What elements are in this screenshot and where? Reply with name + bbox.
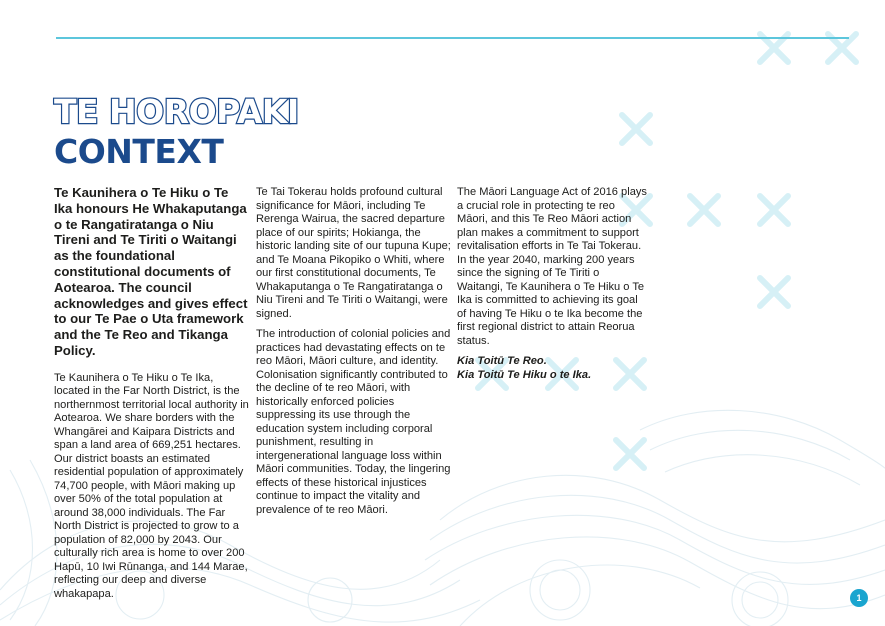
column-2 xyxy=(256,186,452,517)
colonial-policies-paragraph: The introduction of colonial policies and practices had devastating effects on te reo Māori, Māori culture, and identity. Colonisation significantly contributed to the decline of te reo Māori, with historically enforced policies suppressing its use through the education system including corporal punishment, resulting in intergenerational language loss within Māori communities. Today, the lingering effects of these historical injustices continue to impact the vitality and prevalence of te reo Māori. xyxy=(256,328,451,516)
language-act-paragraph: The Māori Language Act of 2016 plays a crucial role in protecting te reo Māori, and this Te Reo Māori action plan makes a commitment to support revitalisation efforts in Te Tai Tokerau. In the year 2040, marking 200 years since the signing of Te Tiriti o Waitangi, Te Kaunihera o Te Hiku o Te Ika is committed to achieving its goal of having Te Hiku o te Ika become the first regional district to attain Reorua status. xyxy=(457,186,647,347)
district-paragraph: Te Kaunihera o Te Hiku o Te Ika, located in the Far North District, is the northernmost territorial local authority in Aotearoa. We share borders with the Whangārei and Kaipara Districts and span a land area of 669,251 hectares. Our district boasts an estimated residential population of approximately 74,700 people, with Māori making up over 50% of the total population at around 38,000 individuals. The Far North District is projected to grow to a population of 82,000 by 2043. Our culturally rich area is home to over 200 Hapū, 10 Iwi Rūnanga, and 144 Marae, reflecting our deep and diverse whakapapa. xyxy=(54,371,249,600)
lead-paragraph: Te Kaunihera o Te Hiku o Te Ika honours He Whakaputanga o te Rangatiratanga o Niu Tireni and Te Tiriti o Waitangi as the foundational constitutional documents of Aotearoa. The council acknowledges and gives effect to our Te Pae o Uta framework and the Te Reo and Tikanga Policy. xyxy=(54,185,248,358)
top-rule xyxy=(56,37,849,39)
heading-te-horopaki: TE HOROPAKI xyxy=(54,92,299,131)
closing-line-1: Kia Toitū Te Reo. xyxy=(457,355,547,367)
page-number-badge: 1 xyxy=(850,589,868,607)
column-1 xyxy=(54,185,249,601)
column-3 xyxy=(457,186,647,382)
cultural-significance-paragraph: Te Tai Tokerau holds profound cultural significance for Māori, including Te Rerenga Wairua, the sacred departure place of our spirits; Hokianga, the historic landing site of our tupuna Kupe; and Te Moana Pikopiko o Whiti, where our first constitutional documents, Te Whakaputanga o Te Rangatiratanga o Niu Tireni and Te Tiriti o Waitangi, were signed. xyxy=(256,186,451,320)
heading-context: CONTEXT xyxy=(54,132,224,171)
closing-line-2: Kia Toitū Te Hiku o te Ika. xyxy=(457,368,592,381)
